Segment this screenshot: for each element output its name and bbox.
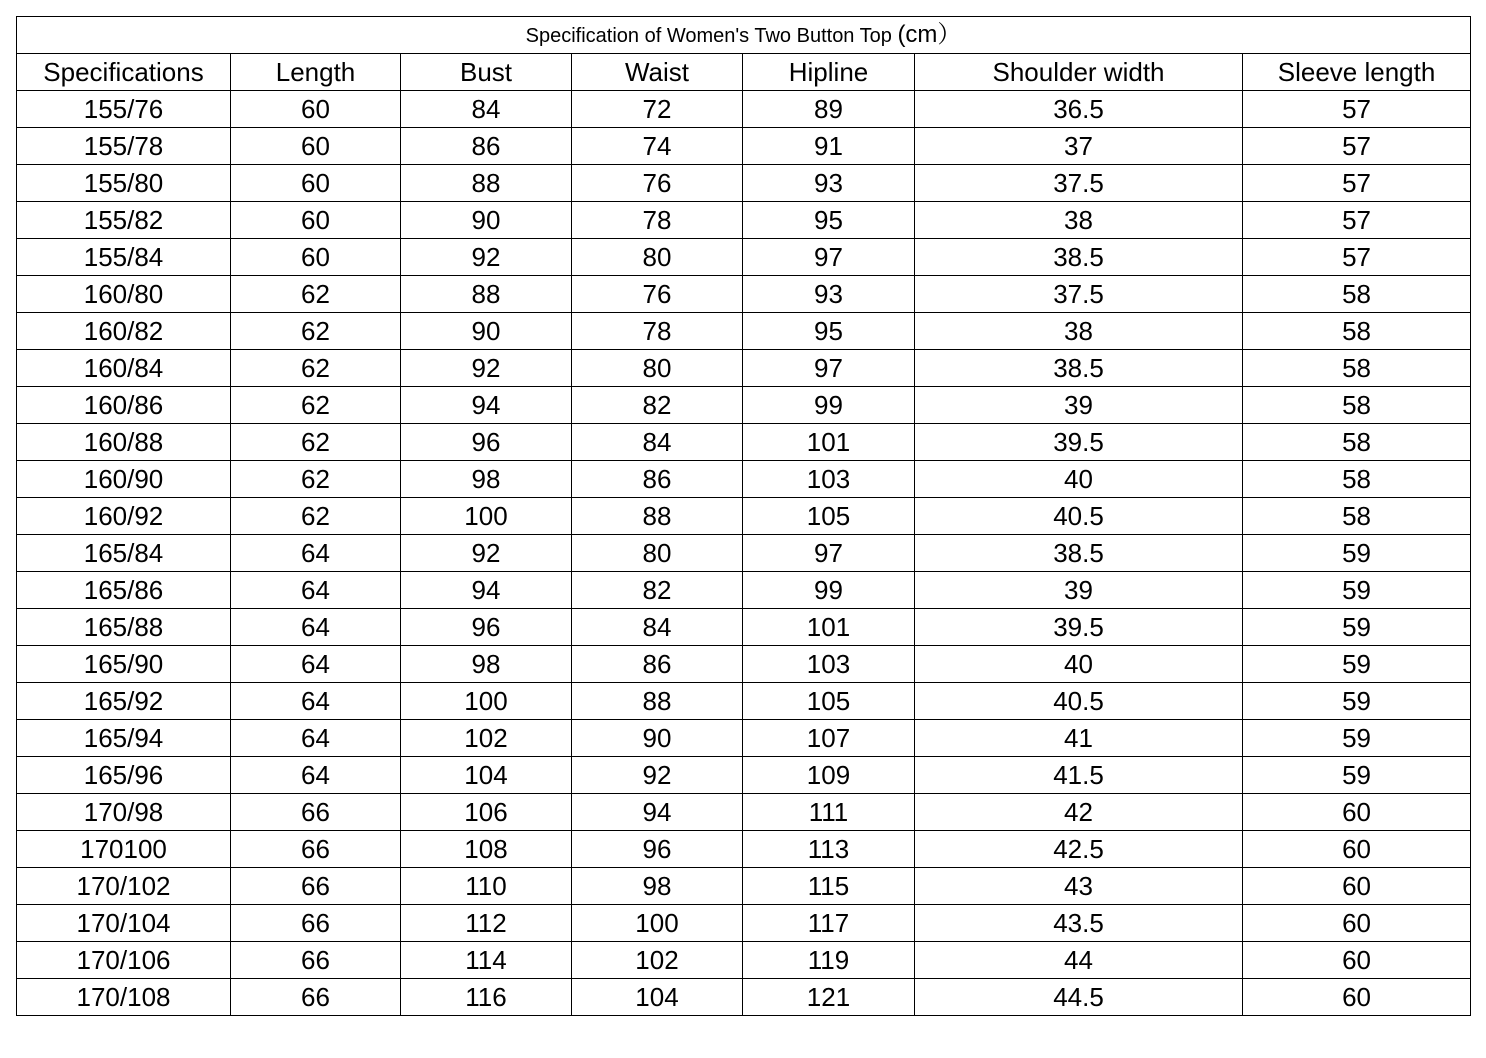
table-cell: 109	[743, 757, 915, 794]
table-cell: 117	[743, 905, 915, 942]
table-cell: 57	[1243, 202, 1471, 239]
table-cell: 66	[231, 868, 401, 905]
table-cell: 155/76	[17, 91, 231, 128]
table-row	[17, 720, 1471, 757]
table-cell: 60	[1243, 905, 1471, 942]
table-row	[17, 942, 1471, 979]
table-cell: 88	[572, 683, 743, 720]
table-cell: 105	[743, 683, 915, 720]
table-cell: 96	[401, 424, 572, 461]
table-cell: 119	[743, 942, 915, 979]
table-cell: 39.5	[915, 609, 1243, 646]
table-cell: 165/88	[17, 609, 231, 646]
table-cell: 57	[1243, 91, 1471, 128]
table-cell: 38	[915, 202, 1243, 239]
table-row	[17, 350, 1471, 387]
column-header-specifications: Specifications	[17, 54, 231, 91]
table-cell: 88	[401, 276, 572, 313]
table-cell: 160/84	[17, 350, 231, 387]
column-header-bust: Bust	[401, 54, 572, 91]
table-title-cell	[17, 17, 1471, 54]
table-row	[17, 461, 1471, 498]
table-cell: 101	[743, 609, 915, 646]
table-cell: 94	[401, 387, 572, 424]
column-header-waist: Waist	[572, 54, 743, 91]
table-cell: 38	[915, 313, 1243, 350]
table-cell: 66	[231, 905, 401, 942]
table-cell: 66	[231, 942, 401, 979]
table-cell: 92	[401, 535, 572, 572]
table-header-row	[17, 54, 1471, 91]
table-cell: 40	[915, 646, 1243, 683]
table-cell: 64	[231, 757, 401, 794]
table-cell: 160/90	[17, 461, 231, 498]
table-cell: 60	[1243, 831, 1471, 868]
table-cell: 90	[572, 720, 743, 757]
table-cell: 170/108	[17, 979, 231, 1016]
table-cell: 170/102	[17, 868, 231, 905]
table-cell: 160/82	[17, 313, 231, 350]
table-cell: 38.5	[915, 239, 1243, 276]
table-cell: 72	[572, 91, 743, 128]
table-cell: 39.5	[915, 424, 1243, 461]
table-cell: 114	[401, 942, 572, 979]
table-cell: 104	[401, 757, 572, 794]
table-cell: 41.5	[915, 757, 1243, 794]
table-cell: 102	[401, 720, 572, 757]
table-cell: 37.5	[915, 165, 1243, 202]
table-row	[17, 239, 1471, 276]
table-cell: 58	[1243, 350, 1471, 387]
table-cell: 84	[401, 91, 572, 128]
table-cell: 96	[572, 831, 743, 868]
table-cell: 82	[572, 572, 743, 609]
table-row	[17, 979, 1471, 1016]
table-cell: 37	[915, 128, 1243, 165]
table-cell: 58	[1243, 313, 1471, 350]
table-cell: 60	[231, 165, 401, 202]
table-cell: 59	[1243, 609, 1471, 646]
column-header-sleeve-length: Sleeve length	[1243, 54, 1471, 91]
table-cell: 60	[231, 128, 401, 165]
table-cell: 170/106	[17, 942, 231, 979]
table-cell: 59	[1243, 720, 1471, 757]
table-row	[17, 572, 1471, 609]
table-cell: 62	[231, 498, 401, 535]
table-cell: 112	[401, 905, 572, 942]
table-cell: 57	[1243, 128, 1471, 165]
table-cell: 99	[743, 387, 915, 424]
table-cell: 62	[231, 350, 401, 387]
table-cell: 92	[572, 757, 743, 794]
table-cell: 96	[401, 609, 572, 646]
table-cell: 62	[231, 276, 401, 313]
table-row	[17, 202, 1471, 239]
table-cell: 40.5	[915, 498, 1243, 535]
table-row	[17, 498, 1471, 535]
table-cell: 57	[1243, 165, 1471, 202]
table-cell: 80	[572, 350, 743, 387]
table-cell: 104	[572, 979, 743, 1016]
table-cell: 99	[743, 572, 915, 609]
table-cell: 102	[572, 942, 743, 979]
table-cell: 116	[401, 979, 572, 1016]
table-cell: 78	[572, 202, 743, 239]
table-cell: 64	[231, 720, 401, 757]
table-row	[17, 535, 1471, 572]
table-cell: 86	[572, 646, 743, 683]
table-cell: 155/78	[17, 128, 231, 165]
table-cell: 57	[1243, 239, 1471, 276]
table-cell: 160/86	[17, 387, 231, 424]
table-cell: 155/82	[17, 202, 231, 239]
table-title-row	[17, 17, 1471, 54]
table-cell: 103	[743, 646, 915, 683]
column-header-length: Length	[231, 54, 401, 91]
table-cell: 64	[231, 609, 401, 646]
table-cell: 76	[572, 276, 743, 313]
table-row	[17, 646, 1471, 683]
table-cell: 111	[743, 794, 915, 831]
table-cell: 95	[743, 202, 915, 239]
table-cell: 64	[231, 572, 401, 609]
table-cell: 41	[915, 720, 1243, 757]
table-cell: 60	[231, 91, 401, 128]
table-row	[17, 165, 1471, 202]
table-cell: 60	[1243, 942, 1471, 979]
table-cell: 115	[743, 868, 915, 905]
table-cell: 43.5	[915, 905, 1243, 942]
table-cell: 100	[572, 905, 743, 942]
table-cell: 39	[915, 387, 1243, 424]
table-cell: 110	[401, 868, 572, 905]
table-cell: 59	[1243, 683, 1471, 720]
table-cell: 66	[231, 794, 401, 831]
table-cell: 94	[401, 572, 572, 609]
table-cell: 98	[401, 461, 572, 498]
table-cell: 80	[572, 239, 743, 276]
table-cell: 60	[231, 202, 401, 239]
table-cell: 58	[1243, 424, 1471, 461]
table-row	[17, 387, 1471, 424]
specification-table	[16, 16, 1471, 1016]
table-cell: 76	[572, 165, 743, 202]
table-cell: 90	[401, 313, 572, 350]
table-cell: 97	[743, 535, 915, 572]
table-cell: 107	[743, 720, 915, 757]
table-cell: 165/84	[17, 535, 231, 572]
table-cell: 78	[572, 313, 743, 350]
table-row	[17, 609, 1471, 646]
table-cell: 64	[231, 646, 401, 683]
table-cell: 88	[401, 165, 572, 202]
table-cell: 160/88	[17, 424, 231, 461]
table-cell: 100	[401, 683, 572, 720]
table-cell: 97	[743, 239, 915, 276]
column-header-hipline: Hipline	[743, 54, 915, 91]
table-cell: 62	[231, 424, 401, 461]
table-cell: 165/94	[17, 720, 231, 757]
table-cell: 60	[231, 239, 401, 276]
table-cell: 42	[915, 794, 1243, 831]
table-cell: 92	[401, 350, 572, 387]
table-cell: 38.5	[915, 535, 1243, 572]
table-cell: 155/84	[17, 239, 231, 276]
table-cell: 106	[401, 794, 572, 831]
table-cell: 82	[572, 387, 743, 424]
table-cell: 84	[572, 609, 743, 646]
table-cell: 84	[572, 424, 743, 461]
table-cell: 165/86	[17, 572, 231, 609]
table-cell: 62	[231, 313, 401, 350]
table-cell: 36.5	[915, 91, 1243, 128]
table-cell: 160/80	[17, 276, 231, 313]
table-unit: (cm）	[897, 21, 962, 48]
table-row	[17, 868, 1471, 905]
table-cell: 95	[743, 313, 915, 350]
table-cell: 165/92	[17, 683, 231, 720]
table-cell: 89	[743, 91, 915, 128]
table-cell: 108	[401, 831, 572, 868]
table-cell: 58	[1243, 498, 1471, 535]
table-cell: 98	[572, 868, 743, 905]
table-row	[17, 91, 1471, 128]
table-cell: 66	[231, 979, 401, 1016]
table-cell: 170/104	[17, 905, 231, 942]
table-cell: 86	[401, 128, 572, 165]
table-cell: 97	[743, 350, 915, 387]
table-cell: 58	[1243, 276, 1471, 313]
table-cell: 58	[1243, 461, 1471, 498]
table-cell: 62	[231, 461, 401, 498]
table-cell: 92	[401, 239, 572, 276]
table-cell: 43	[915, 868, 1243, 905]
table-cell: 86	[572, 461, 743, 498]
table-cell: 170100	[17, 831, 231, 868]
table-row	[17, 276, 1471, 313]
table-cell: 74	[572, 128, 743, 165]
table-cell: 40.5	[915, 683, 1243, 720]
table-row	[17, 313, 1471, 350]
table-cell: 98	[401, 646, 572, 683]
table-cell: 100	[401, 498, 572, 535]
table-cell: 170/98	[17, 794, 231, 831]
table-cell: 60	[1243, 979, 1471, 1016]
table-cell: 39	[915, 572, 1243, 609]
table-row	[17, 794, 1471, 831]
table-cell: 59	[1243, 646, 1471, 683]
table-row	[17, 905, 1471, 942]
table-cell: 44	[915, 942, 1243, 979]
table-cell: 59	[1243, 757, 1471, 794]
table-cell: 93	[743, 276, 915, 313]
table-row	[17, 831, 1471, 868]
table-cell: 42.5	[915, 831, 1243, 868]
table-cell: 59	[1243, 535, 1471, 572]
table-cell: 105	[743, 498, 915, 535]
column-header-shoulder-width: Shoulder width	[915, 54, 1243, 91]
table-cell: 59	[1243, 572, 1471, 609]
table-row	[17, 128, 1471, 165]
table-cell: 165/90	[17, 646, 231, 683]
table-cell: 44.5	[915, 979, 1243, 1016]
table-cell: 94	[572, 794, 743, 831]
table-cell: 60	[1243, 794, 1471, 831]
table-cell: 113	[743, 831, 915, 868]
table-row	[17, 683, 1471, 720]
table-title: Specification of Women's Two Button Top	[525, 25, 892, 47]
table-cell: 160/92	[17, 498, 231, 535]
table-cell: 155/80	[17, 165, 231, 202]
table-cell: 93	[743, 165, 915, 202]
table-cell: 91	[743, 128, 915, 165]
table-cell: 40	[915, 461, 1243, 498]
table-cell: 62	[231, 387, 401, 424]
table-cell: 64	[231, 683, 401, 720]
table-cell: 90	[401, 202, 572, 239]
table-cell: 88	[572, 498, 743, 535]
table-row	[17, 757, 1471, 794]
table-cell: 80	[572, 535, 743, 572]
table-cell: 103	[743, 461, 915, 498]
table-cell: 121	[743, 979, 915, 1016]
table-cell: 37.5	[915, 276, 1243, 313]
table-cell: 38.5	[915, 350, 1243, 387]
table-cell: 66	[231, 831, 401, 868]
table-row	[17, 424, 1471, 461]
table-cell: 58	[1243, 387, 1471, 424]
table-cell: 60	[1243, 868, 1471, 905]
table-cell: 101	[743, 424, 915, 461]
table-cell: 165/96	[17, 757, 231, 794]
table-cell: 64	[231, 535, 401, 572]
